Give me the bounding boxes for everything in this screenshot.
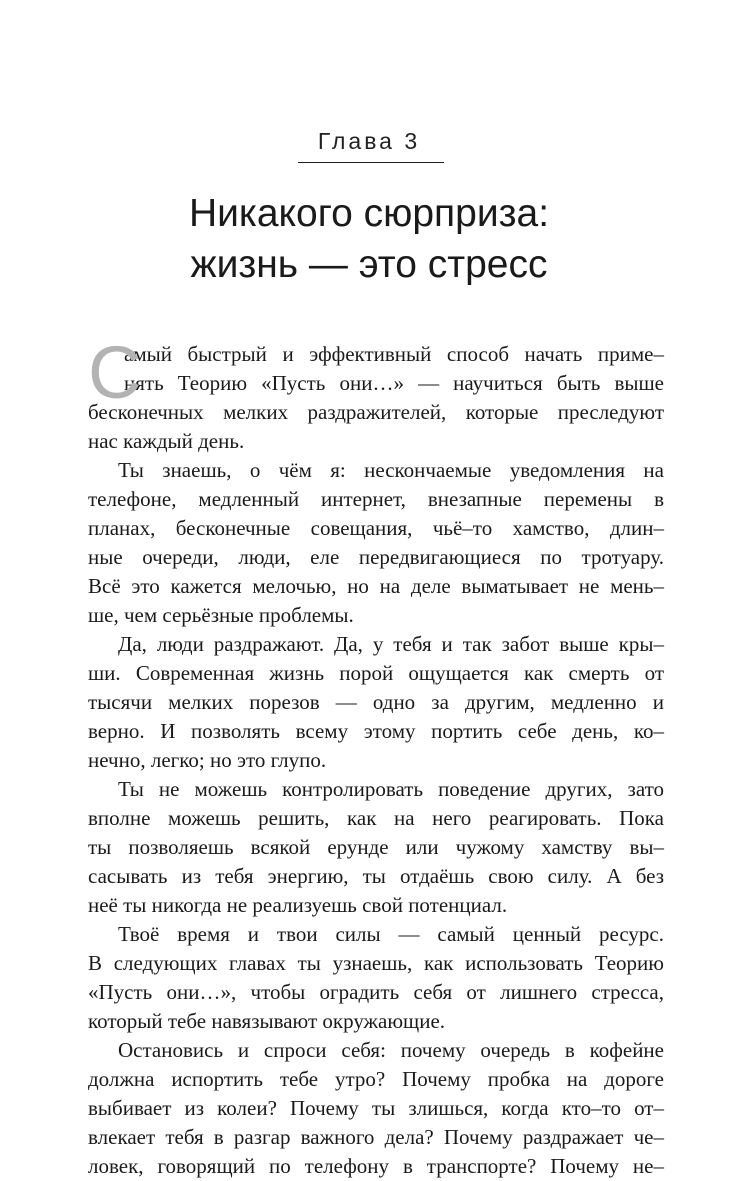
- text-line: нечно, легко; но это глупо.: [88, 748, 327, 772]
- text-line: нас каждый день.: [88, 429, 245, 453]
- text-line: планах, бесконечные совещания, чьё–то хамство, длин–: [88, 516, 664, 540]
- text-line: телефоне, медленный интернет, внезапные перемены в: [88, 487, 664, 511]
- text-line: Твоё время и твои силы — самый ценный ресурс.: [118, 922, 664, 946]
- text-line: бесконечных мелких раздражителей, которые преследуют: [88, 400, 664, 424]
- text-line: верно. И позволять всему этому портить себе день, ко–: [88, 719, 664, 743]
- text-line: ловек, говорящий по телефону в транспорте? Почему не–: [88, 1154, 664, 1178]
- text-line: «Пусть они…», чтобы оградить себя от лишнего стресса,: [88, 980, 664, 1004]
- text-line: должна испортить тебе утро? Почему пробка на дороге: [88, 1067, 664, 1091]
- chapter-title-line: Никакого сюрприза:: [188, 192, 550, 235]
- text-line: тысячи мелких порезов — одно за другим, медленно и: [88, 690, 664, 714]
- text-line: выбивает из колеи? Почему ты злишься, когда кто–то от–: [88, 1096, 664, 1120]
- text-line: который тебе навязывают окружающие.: [88, 1009, 446, 1033]
- text-line: ты позволяешь всякой ерунде или чужому хамству вы–: [88, 835, 664, 859]
- text-line: Да, люди раздражают. Да, у тебя и так забот выше кры–: [118, 632, 664, 656]
- text-line: Ты не можешь контролировать поведение других, зато: [118, 777, 664, 801]
- text-line: неё ты никогда не реализуешь свой потенциал.: [88, 893, 508, 917]
- text-line: Ты знаешь, о чём я: нескончаемые уведомления на: [118, 458, 664, 482]
- text-line: вполне можешь решить, как на него реагировать. Пока: [88, 806, 664, 830]
- chapter-title-line: жизнь — это стресс: [190, 243, 548, 286]
- text-line: амый быстрый и эффективный способ начать приме–: [124, 342, 664, 366]
- text-line: ши. Современная жизнь порой ощущается как смерть от: [88, 661, 664, 685]
- chapter-divider: [298, 162, 444, 163]
- text-line: ше, чем серьёзные проблемы.: [88, 603, 354, 627]
- text-line: нять Теорию «Пусть они…» — научиться быть выше: [124, 371, 664, 395]
- text-line: сасывать из тебя энергию, ты отдаёшь свою силу. А без: [88, 864, 664, 888]
- body-text: [88, 331, 664, 1181]
- drop-cap: С: [88, 331, 142, 414]
- chapter-label: Глава 3: [317, 128, 421, 154]
- text-line: В следующих главах ты узнаешь, как использовать Теорию: [88, 951, 664, 975]
- text-line: ные очереди, люди, еле передвигающиеся по тротуару.: [88, 545, 664, 569]
- chapter-title: [0, 188, 738, 290]
- text-line: Всё это кажется мелочью, но на деле выматывает не мень–: [88, 574, 664, 598]
- text-line: Остановись и спроси себя: почему очередь в кофейне: [118, 1038, 664, 1062]
- text-line: влекает тебя в разгар важного дела? Почему раздражает че–: [88, 1125, 664, 1149]
